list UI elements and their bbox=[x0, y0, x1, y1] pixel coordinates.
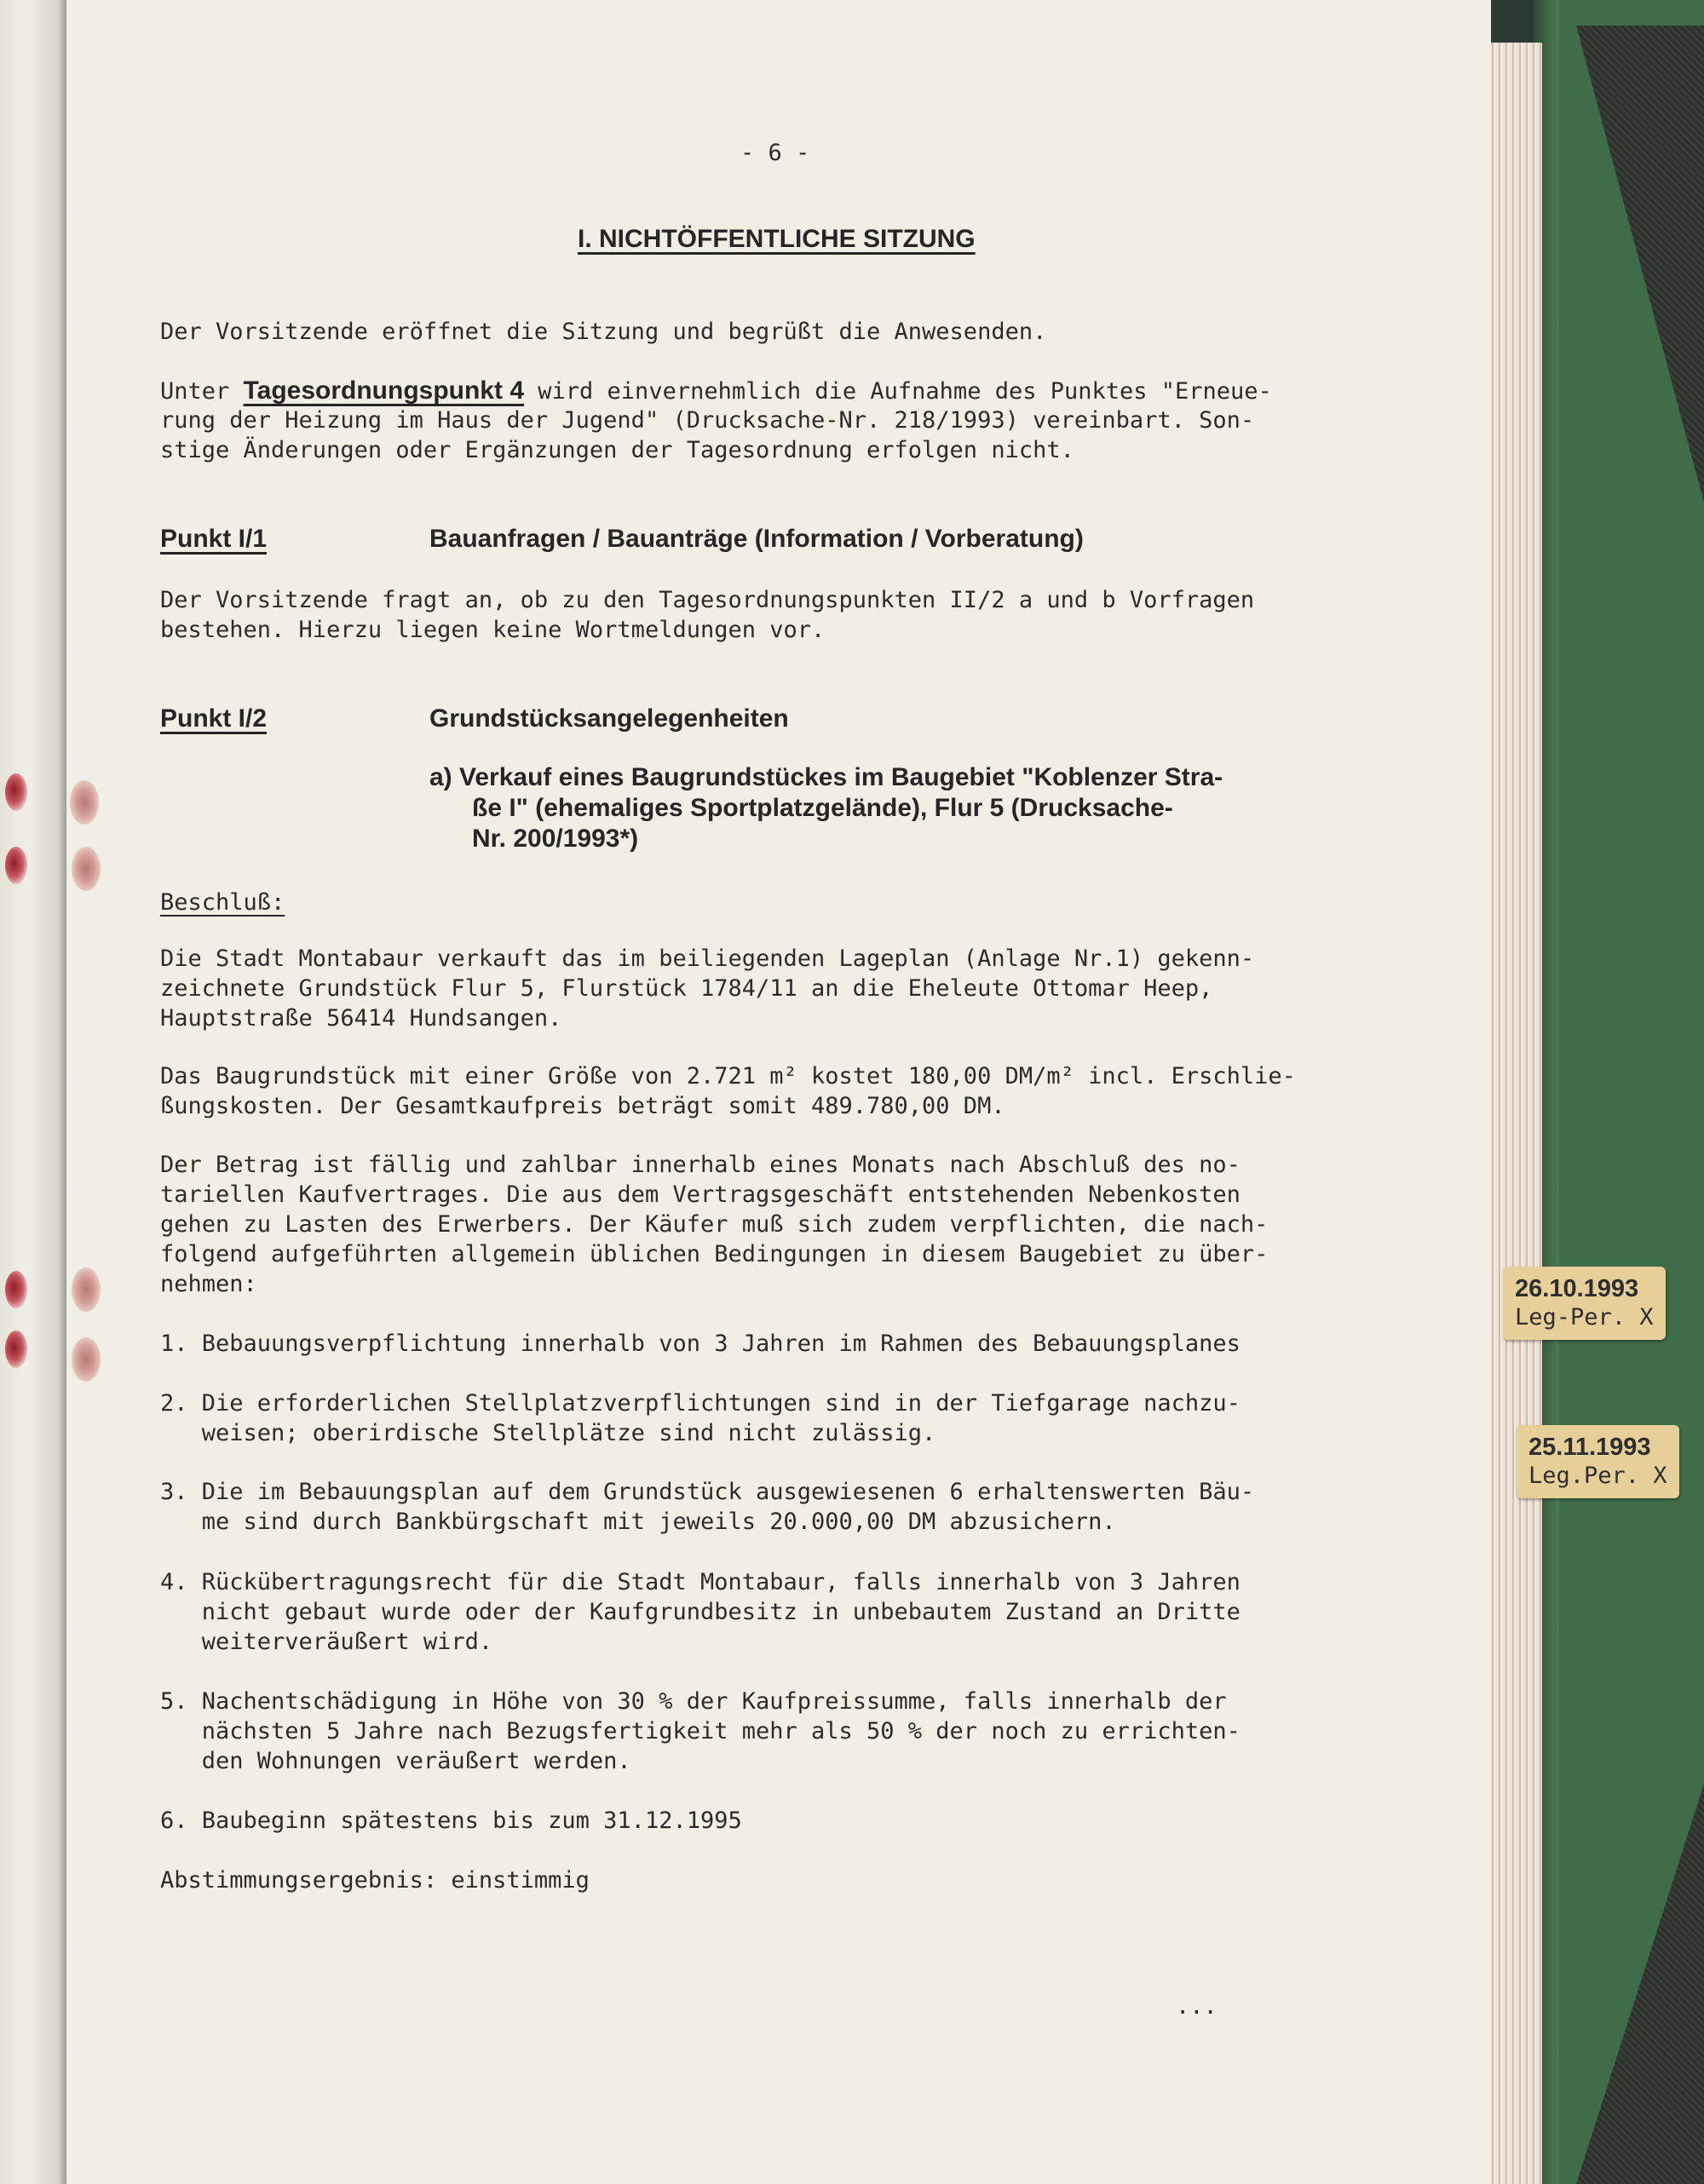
index-tab-2[interactable] bbox=[1517, 1425, 1679, 1498]
document-page bbox=[66, 0, 1491, 2184]
punkt2-sub-a-line-2: ße I" (ehemaliges Sportplatzgelände), Flur 5 (Drucksache- bbox=[472, 794, 1173, 822]
punch-hole bbox=[5, 1271, 27, 1308]
punch-hole bbox=[72, 1267, 101, 1312]
item-5-line-2: nächsten 5 Jahre nach Bezugsfertigkeit mehr als 50 % der noch zu errichten- bbox=[160, 1718, 1241, 1744]
continuation-marker: ... bbox=[1176, 1993, 1218, 2020]
punkt2-label: Punkt I/2 bbox=[160, 704, 268, 733]
item-4-line-3: weiterveräußert wird. bbox=[160, 1629, 493, 1655]
para3-line-5: nehmen: bbox=[160, 1271, 257, 1297]
agenda-line-2: rung der Heizung im Haus der Jugend" (Drucksache-Nr. 218/1993) vereinbart. Son- bbox=[160, 407, 1255, 434]
para1-line-2: zeichnete Grundstück Flur 5, Flurstück 1784/11 an die Eheleute Ottomar Heep, bbox=[160, 975, 1213, 1002]
item-5-line-3: den Wohnungen veräußert werden. bbox=[160, 1748, 631, 1774]
item-6-line-1: 6. Baubeginn spätestens bis zum 31.12.1995 bbox=[160, 1808, 742, 1834]
cover-corner-bottom bbox=[1576, 1784, 1704, 2184]
item-2-line-1: 2. Die erforderlichen Stellplatzverpflichtungen sind in der Tiefgarage nachzu- bbox=[160, 1390, 1241, 1417]
item-1-line-1: 1. Bebauungsverpflichtung innerhalb von 3 Jahren im Rahmen des Bebauungsplanes bbox=[160, 1331, 1241, 1357]
para2-line-2: ßungskosten. Der Gesamtkaufpreis beträgt somit 489.780,00 DM. bbox=[160, 1093, 1005, 1119]
intro-text: Der Vorsitzende eröffnet die Sitzung und begrüßt die Anwesenden. bbox=[160, 319, 1047, 345]
index-tab-2-date: 25.11.1993 bbox=[1528, 1434, 1651, 1461]
punkt1-title: Bauanfragen / Bauanträge (Information / Vorberatung) bbox=[429, 525, 1084, 553]
punkt1-line-1: Der Vorsitzende fragt an, ob zu den Tagesordnungspunkten II/2 a und b Vorfragen bbox=[160, 587, 1255, 613]
agenda-suffix: wird einvernehmlich die Aufnahme des Punktes "Erneue- bbox=[524, 378, 1272, 405]
index-tab-2-label: Leg.Per. X bbox=[1528, 1463, 1667, 1489]
punch-hole bbox=[70, 780, 99, 825]
agenda-line-1 bbox=[160, 376, 1272, 406]
punch-hole bbox=[72, 847, 101, 891]
punch-hole bbox=[5, 1331, 27, 1368]
item-3-line-2: me sind durch Bankbürgschaft mit jeweils 20.000,00 DM abzusichern. bbox=[160, 1509, 1116, 1535]
para1-line-3: Hauptstraße 56414 Hundsangen. bbox=[160, 1005, 562, 1032]
left-binder-page bbox=[0, 0, 68, 2184]
index-tab-1[interactable] bbox=[1503, 1267, 1666, 1340]
vote-result: Abstimmungsergebnis: einstimmig bbox=[160, 1867, 590, 1894]
punch-hole bbox=[5, 847, 27, 884]
item-3-line-1: 3. Die im Bebauungsplan auf dem Grundstück ausgewiesenen 6 erhaltenswerten Bäu- bbox=[160, 1479, 1255, 1505]
index-tab-1-label: Leg-Per. X bbox=[1515, 1304, 1654, 1331]
para1-line-1: Die Stadt Montabaur verkauft das im beiliegenden Lageplan (Anlage Nr.1) gekenn- bbox=[160, 945, 1255, 972]
stacked-page-edges bbox=[1482, 43, 1542, 2184]
item-4-line-1: 4. Rückübertragungsrecht für die Stadt Montabaur, falls innerhalb von 3 Jahren bbox=[160, 1569, 1241, 1595]
para3-line-4: folgend aufgeführten allgemein üblichen Bedingungen in diesem Baugebiet zu über- bbox=[160, 1241, 1269, 1267]
item-5-line-1: 5. Nachentschädigung in Höhe von 30 % der Kaufpreissumme, falls innerhalb der bbox=[160, 1688, 1227, 1715]
beschluss-label: Beschluß: bbox=[160, 889, 285, 916]
item-4-line-2: nicht gebaut wurde oder der Kaufgrundbesitz in unbebautem Zustand an Dritte bbox=[160, 1599, 1241, 1625]
punkt1-label: Punkt I/1 bbox=[160, 525, 268, 553]
punkt2-title: Grundstücksangelegenheiten bbox=[429, 704, 789, 733]
index-tab-1-date: 26.10.1993 bbox=[1515, 1275, 1639, 1302]
agenda-item-link: Tagesordnungspunkt 4 bbox=[243, 376, 525, 405]
right-cover-board bbox=[1534, 0, 1704, 2184]
para3-line-1: Der Betrag ist fällig und zahlbar innerhalb eines Monats nach Abschluß des no- bbox=[160, 1152, 1241, 1178]
punkt2-sub-a-line-3: Nr. 200/1993*) bbox=[472, 825, 639, 853]
para3-line-3: gehen zu Lasten des Erwerbers. Der Käufer muß sich zudem verpflichten, die nach- bbox=[160, 1211, 1269, 1238]
para3-line-2: tariellen Kaufvertrages. Die aus dem Vertragsgeschäft entstehenden Nebenkosten bbox=[160, 1181, 1241, 1208]
cover-corner-top bbox=[1576, 26, 1704, 503]
punch-hole bbox=[72, 1337, 101, 1382]
punkt1-line-2: bestehen. Hierzu liegen keine Wortmeldungen vor. bbox=[160, 617, 826, 643]
item-2-line-2: weisen; oberirdische Stellplätze sind nicht zulässig. bbox=[160, 1420, 936, 1446]
section-heading: I. NICHTÖFFENTLICHE SITZUNG bbox=[578, 225, 976, 253]
punkt2-sub-a-line-1: a) Verkauf eines Baugrundstückes im Baugebiet "Koblenzer Stra- bbox=[429, 763, 1223, 791]
page-number: - 6 - bbox=[740, 140, 810, 166]
punch-hole bbox=[5, 773, 27, 811]
agenda-line-3: stige Änderungen oder Ergänzungen der Tagesordnung erfolgen nicht. bbox=[160, 437, 1074, 463]
para2-line-1: Das Baugrundstück mit einer Größe von 2.721 m² kostet 180,00 DM/m² incl. Erschlie- bbox=[160, 1063, 1296, 1089]
agenda-prefix: Unter bbox=[160, 378, 244, 405]
